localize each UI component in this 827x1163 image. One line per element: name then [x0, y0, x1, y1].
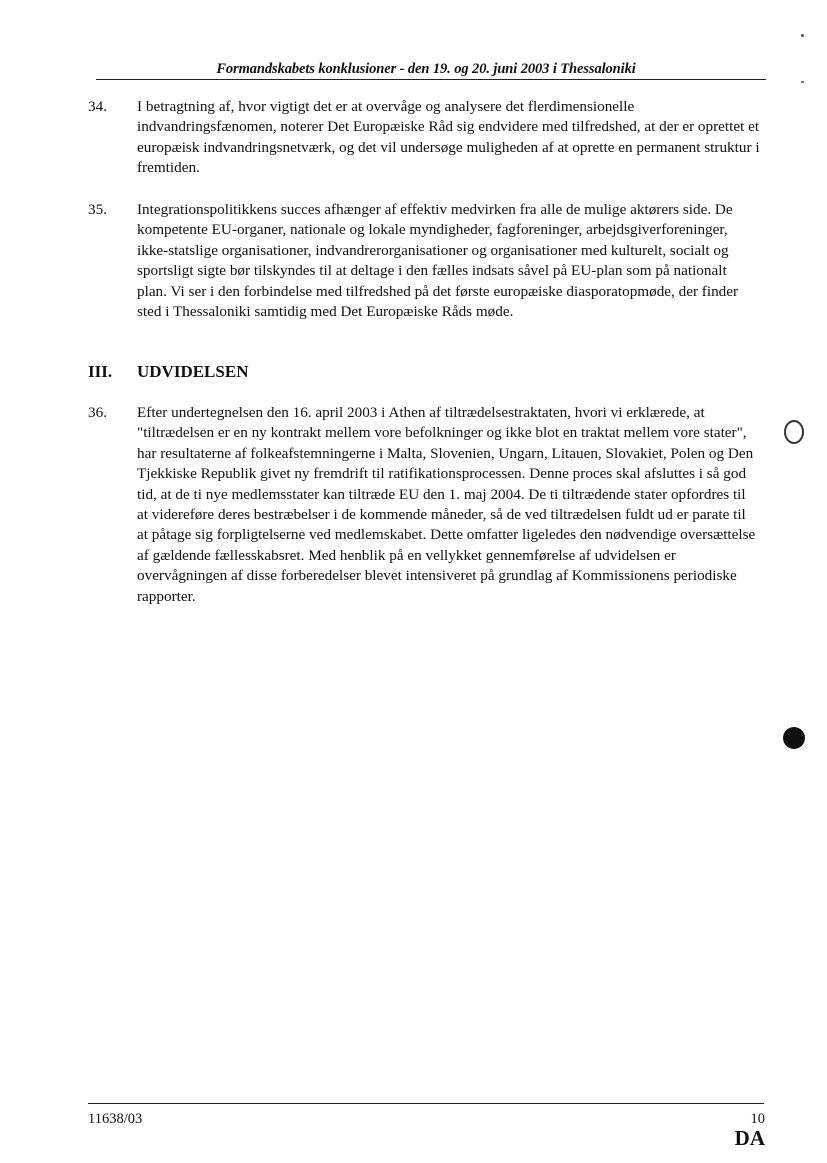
paragraph-text: I betragtning af, hvor vigtigt det er at overvåge og analysere det flerdimensionelle indvandringsfænomen, noterer Det Europæiske Råd sig endvidere med tilfredshed, at der er oprettet et europæisk indvandringsnetværk, og det vil undersøge muligheden af at oprette en permanent struktur i fremtiden. — [137, 98, 760, 177]
section-heading — [88, 361, 248, 383]
paragraph-36 — [88, 403, 760, 607]
punch-hole-blot — [783, 727, 805, 749]
language-code: DA — [734, 1126, 765, 1150]
punch-hole-ring — [784, 420, 804, 444]
paragraph-text: Integrationspolitikkens succes afhænger af effektiv medvirken fra alle de mulige aktørers side. De kompetente EU-organer, nationale og lokale myndigheder, fagforeninger, arbejdsgiverforeninger, ikke-statslige organisationer, indvandrerorganisationer og organisationer med kulturelt, socialt og sportsligt sigte bør tilskyndes til at deltage i den fælles indsats såvel på EU-plan som på nationalt plan. Vi ser i den forbindelse med tilfredshed på det første europæiske diasporatopmøde, der finder sted i Thessaloniki samtidig med Det Europæiske Råds møde. — [137, 201, 739, 321]
page-number: 10 — [750, 1111, 765, 1127]
section-number: III. — [88, 362, 113, 381]
paragraph-number: 36. — [88, 404, 107, 421]
running-header: Formandskabets konklusioner - den 19. og 20. juni 2003 i Thessaloniki — [216, 61, 636, 77]
paragraph-number: 35. — [88, 201, 107, 218]
header-rule — [96, 79, 766, 80]
paragraph-35 — [88, 200, 760, 322]
paragraph-number: 34. — [88, 98, 107, 115]
footer-rule — [88, 1103, 764, 1104]
scan-speck — [801, 34, 804, 37]
scan-speck — [801, 81, 804, 83]
paragraph-text: Efter undertegnelsen den 16. april 2003 i Athen af tiltrædelsestraktaten, hvori vi erklærede, at "tiltrædelsen er en ny kontrakt mellem vore befolkninger og ikke blot en traktat mellem vore stater", har resultaterne af folkeafstemningerne i Malta, Slovenien, Ungarn, Litauen, Slovakiet, Polen og Den Tjekkiske Republik givet ny fremdrift til ratifikationsprocessen. Denne proces skal afsluttes i så god tid, at de ti nye medlemsstater kan tiltræde EU den 1. maj 2004. De ti tiltrædende stater opfordres til at videreføre deres bestræbelser i de kommende måneder, så de ved tiltrædelsen fuldt ud er parate til at påtage sig forpligtelserne ved medlemskabet. Dette omfatter ligeledes den nødvendige oversættelse af gældende fællesskabsret. Med henblik på en vellykket gennemførelse af udvidelsen er overvågningen af disse forberedelser blevet intensiveret på grundlag af Kommissionens periodiske rapporter. — [137, 404, 756, 605]
document-number: 11638/03 — [88, 1111, 143, 1127]
section-title: UDVIDELSEN — [137, 362, 249, 381]
paragraph-34 — [88, 97, 760, 179]
